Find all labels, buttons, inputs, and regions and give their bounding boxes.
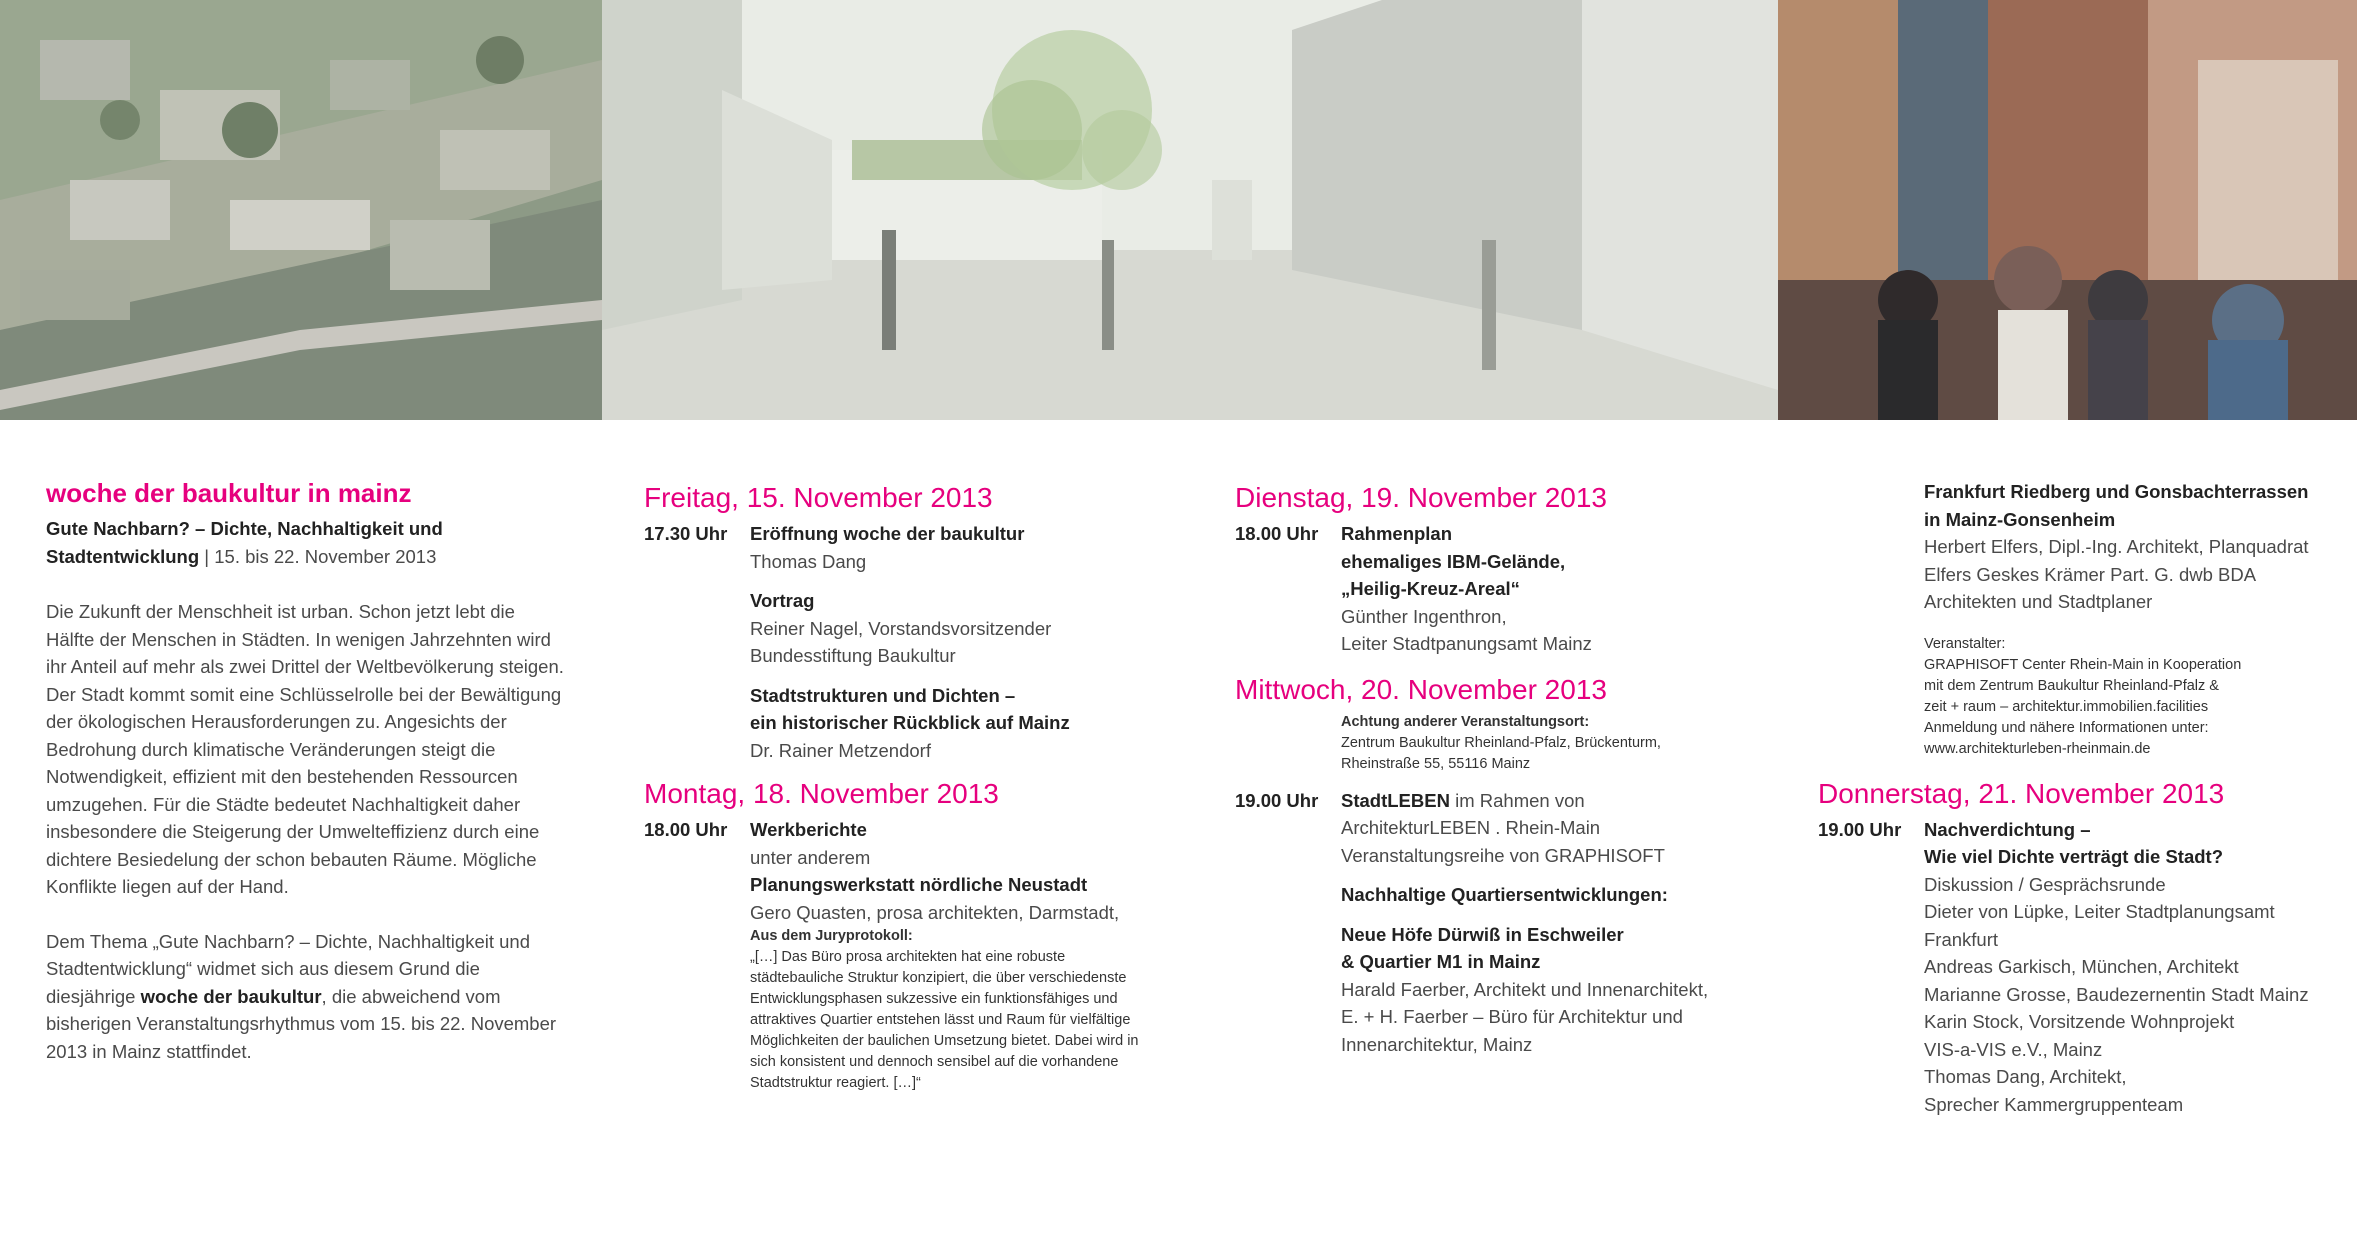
urban-square-rendering bbox=[602, 0, 1778, 420]
event-friday bbox=[644, 520, 1184, 764]
event-monday bbox=[644, 816, 1184, 1094]
event-tuesday bbox=[1235, 520, 1775, 658]
day-heading-thursday: Donnerstag, 21. November 2013 bbox=[1818, 777, 2225, 809]
day-heading-tuesday: Dienstag, 19. November 2013 bbox=[1235, 482, 1607, 513]
event-wednesday-cont bbox=[1924, 478, 2348, 760]
event-title-cont: „Heilig-Kreuz-Areal“ bbox=[1341, 578, 1520, 599]
day-heading-monday: Montag, 18. November 2013 bbox=[644, 778, 999, 809]
event-format: Diskussion / Gesprächsrunde bbox=[1924, 873, 2166, 895]
event-speaker-org: Elfers Geskes Krämer Part. G. dwb BDA bbox=[1924, 563, 2257, 585]
event-project-title: Frankfurt Riedberg und Gonsbachterrassen bbox=[1924, 481, 2309, 502]
event-speaker: Günther Ingenthron, bbox=[1341, 605, 1507, 627]
event-title-cont: ehemaliges IBM-Gelände, bbox=[1341, 550, 1566, 572]
event-subtitle: Nachhaltige Quartiersentwicklungen: bbox=[1341, 884, 1668, 905]
intro-column bbox=[46, 478, 566, 1065]
event-thursday bbox=[1818, 816, 2348, 1119]
column-wednesday-cont-thursday bbox=[1818, 478, 2348, 1118]
event-project-title: Neue Höfe Dürwiß in Eschweiler bbox=[1341, 923, 1624, 945]
intro-p2-text-b: , die abweichend vom bisherigen Veranstaltungsrhythmus vom 15. bis 22. November 2013 in Mainz stattfindet. bbox=[46, 985, 557, 1062]
event-time: 17.30 Uhr bbox=[644, 523, 728, 544]
event-time: 19.00 Uhr bbox=[1235, 789, 1319, 811]
intro-subtitle bbox=[46, 515, 566, 570]
event-speaker: Gero Quasten, prosa architekten, Darmstadt, bbox=[750, 901, 1120, 923]
panelist: Sprecher Kammergruppenteam bbox=[1924, 1093, 2184, 1115]
venue-note-line: Zentrum Baukultur Rheinland-Pfalz, Brückenturm, bbox=[1341, 734, 1661, 751]
organizer-line: GRAPHISOFT Center Rhein-Main in Kooperation bbox=[1924, 656, 2242, 673]
intro-paragraph-2 bbox=[46, 928, 566, 1066]
intro-p2-bold: woche der baukultur bbox=[140, 985, 322, 1007]
event-title: Eröffnung woche der baukultur bbox=[750, 523, 1025, 544]
aerial-city-photo bbox=[0, 0, 602, 420]
panelist: Thomas Dang, Architekt, bbox=[1924, 1066, 2127, 1087]
organizer-website: www.architekturleben-rheinmain.de bbox=[1924, 740, 2151, 757]
event-time: 19.00 Uhr bbox=[1818, 818, 1902, 840]
event-project-title: in Mainz-Gonsenheim bbox=[1924, 508, 2116, 530]
event-speaker-org: Bundesstiftung Baukultur bbox=[750, 645, 956, 666]
street-scene-photo bbox=[1778, 0, 2357, 420]
event-title: StadtLEBEN bbox=[1341, 789, 1450, 811]
event-speaker-org: Architekten und Stadtplaner bbox=[1924, 591, 2153, 612]
event-speaker-org: E. + H. Faerber – Büro für Architektur und bbox=[1341, 1006, 1683, 1027]
venue-note-title: Achtung anderer Veranstaltungsort: bbox=[1341, 713, 1590, 730]
organizer-line: Veranstalter: bbox=[1924, 635, 2006, 652]
event-title-line bbox=[1341, 787, 1775, 815]
venue-note bbox=[1341, 712, 1775, 775]
column-friday-monday bbox=[644, 478, 1184, 1094]
event-speaker-role: Leiter Stadtpanungsamt Mainz bbox=[1341, 633, 1592, 654]
panelist: Dieter von Lüpke, Leiter Stadtplanungsamt bbox=[1924, 901, 2275, 922]
panelist: VIS-a-VIS e.V., Mainz bbox=[1924, 1038, 2103, 1060]
intro-paragraph-1: Die Zukunft der Menschheit ist urban. Schon jetzt lebt die Hälfte der Menschen in Städten. In wenigen Jahrzehnten wird ihr Anteil auf mehr als zwei Drittel der Weltbevölkerung steigen. Der Stadt kommt somit eine Schlüsselrolle bei der Bewältigung der ökologischen Herausforderungen zu. Angesichts der Bedrohung durch klimatische Veränderungen steigt die Notwendigkeit, effizient mit den bestehenden Ressourcen umzugehen. Für die Städte bedeutet Nachhaltigkeit daher insbesondere die Steigerung der Umwelteffizienz durch eine dichtere Besiedelung der schon bebauten Räume. Mögliche Konflikte liegen auf der Hand. bbox=[46, 601, 564, 897]
organizer-line: mit dem Zentrum Baukultur Rheinland-Pfalz & bbox=[1924, 677, 2219, 694]
event-project-title: & Quartier M1 in Mainz bbox=[1341, 951, 1541, 972]
event-wednesday bbox=[1235, 787, 1775, 1059]
event-series: Veranstaltungsreihe von GRAPHISOFT bbox=[1341, 844, 1665, 866]
day-heading-friday: Freitag, 15. November 2013 bbox=[644, 482, 993, 513]
panelist: Marianne Grosse, Baudezernentin Stadt Mainz bbox=[1924, 983, 2309, 1005]
day-heading-wednesday: Mittwoch, 20. November 2013 bbox=[1235, 673, 1607, 705]
event-project-title: Planungswerkstatt nördliche Neustadt bbox=[750, 874, 1088, 895]
event-title: Stadtstrukturen und Dichten – bbox=[750, 684, 1016, 706]
event-title-cont: Wie viel Dichte verträgt die Stadt? bbox=[1924, 846, 2223, 867]
event-title: Rahmenplan bbox=[1341, 523, 1453, 544]
event-title: Werkberichte bbox=[750, 819, 867, 840]
event-title-cont: ein historischer Rückblick auf Mainz bbox=[750, 712, 1070, 733]
event-speaker: Dr. Rainer Metzendorf bbox=[750, 739, 931, 761]
event-speaker: Thomas Dang bbox=[750, 550, 867, 572]
event-title: Nachverdichtung – bbox=[1924, 818, 2091, 840]
intro-subtitle-dates: | 15. bis 22. November 2013 bbox=[199, 545, 437, 567]
event-speaker-org: Innenarchitektur, Mainz bbox=[1341, 1033, 1533, 1055]
jury-note-text: „[…] Das Büro prosa architekten hat eine robuste städtebauliche Struktur konzipiert, die über verschiedenste Entwicklungsphasen sukzessive ein funktionsfähiges und attraktives Quartier entstehen lässt und Raum für vielfältige Möglichkeiten der baulichen Umsetzung bietet. Dabei wird in sich konsistent und dennoch sensibel auf die vorhandene Stadtstruktur reagiert. […]“ bbox=[750, 949, 1139, 1091]
intro-title: woche der baukultur in mainz bbox=[46, 478, 412, 508]
panelist: Andreas Garkisch, München, Architekt bbox=[1924, 956, 2239, 977]
event-time: 18.00 Uhr bbox=[644, 819, 728, 840]
organizer-line: Anmeldung und nähere Informationen unter: bbox=[1924, 719, 2209, 736]
event-speaker: Reiner Nagel, Vorstandsvorsitzender bbox=[750, 617, 1052, 639]
intro-p2-text-a: Dem Thema „Gute Nachbarn? – Dichte, Nachhaltigkeit und Stadtentwicklung“ widmet sich aus diesem Grund die diesjährige bbox=[46, 930, 530, 1007]
panelist: Karin Stock, Vorsitzende Wohnprojekt bbox=[1924, 1011, 2235, 1032]
venue-note-line: Rheinstraße 55, 55116 Mainz bbox=[1341, 755, 1531, 772]
organizer-note bbox=[1924, 634, 2348, 760]
event-speaker: Harald Faerber, Architekt und Innenarchitekt, bbox=[1341, 978, 1709, 1000]
event-subtext: unter anderem bbox=[750, 846, 871, 868]
event-speaker: Herbert Elfers, Dipl.-Ing. Architekt, Planquadrat bbox=[1924, 536, 2309, 557]
panelist: Frankfurt bbox=[1924, 928, 1999, 950]
organizer-line: zeit + raum – architektur.immobilien.facilities bbox=[1924, 698, 2209, 715]
event-title: Vortrag bbox=[750, 590, 815, 611]
event-time: 18.00 Uhr bbox=[1235, 523, 1319, 544]
event-title-suffix: im Rahmen von bbox=[1449, 789, 1585, 811]
photo-strip bbox=[0, 0, 2357, 420]
intro-subtitle-bold: Gute Nachbarn? – Dichte, Nachhaltigkeit und Stadtentwicklung bbox=[46, 518, 443, 567]
event-series: ArchitekturLEBEN . Rhein-Main bbox=[1341, 817, 1601, 838]
column-tuesday-wednesday bbox=[1235, 478, 1775, 1058]
jury-note-title: Aus dem Juryprotokoll: bbox=[750, 928, 913, 944]
